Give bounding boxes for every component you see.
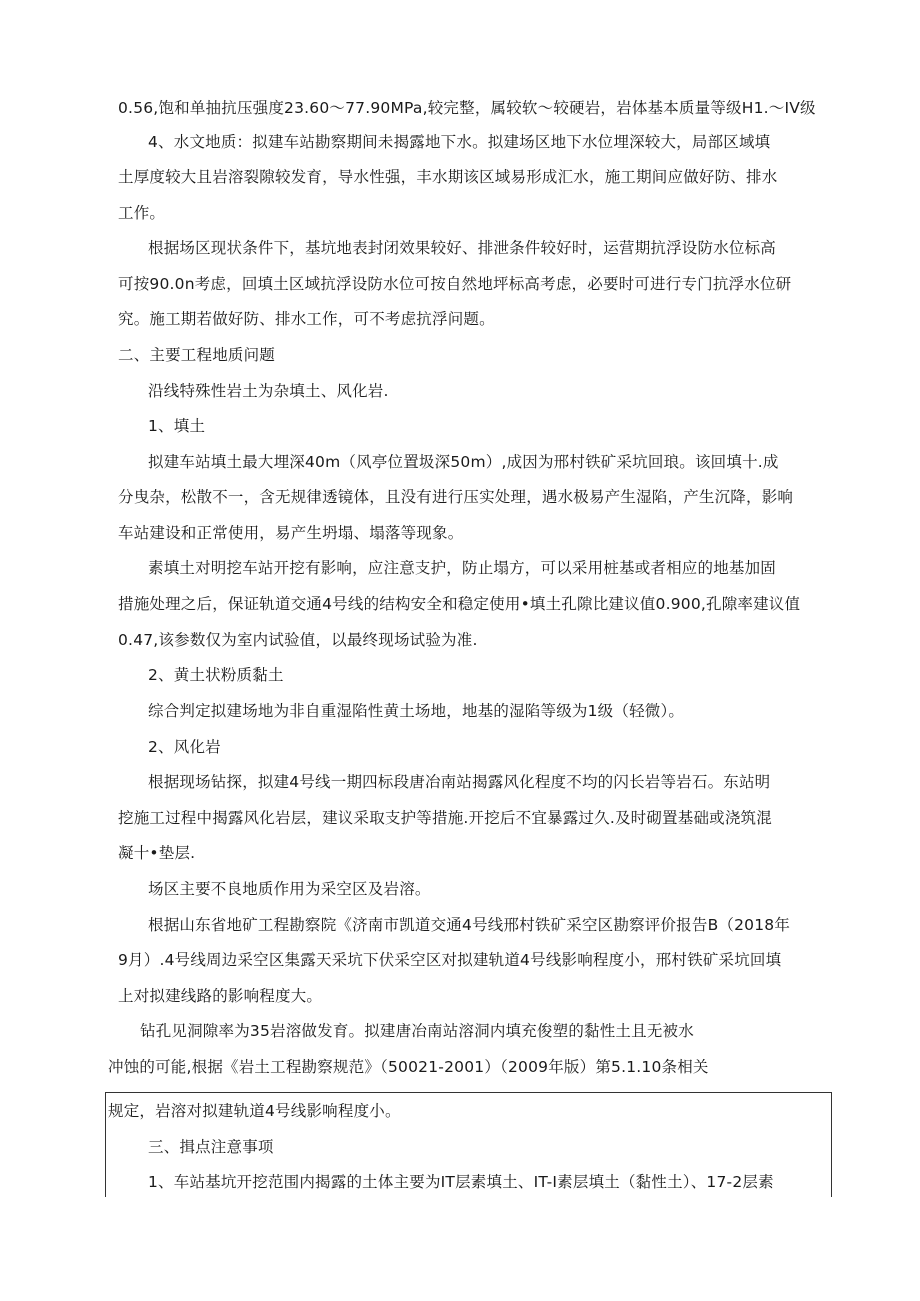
frame-top-rule <box>105 1092 832 1093</box>
text-line: 冲蚀的可能,根据《岩土工程勘察规范》（50021-2001）（2009年版）第5.1.10条相关 <box>108 1058 709 1076</box>
text-line: 1、车站基坑开挖范围内揭露的土体主要为IT层素填土、IT-I素层填土（黏性土）、17-2层素 <box>148 1173 774 1191</box>
text-line: 规定，岩溶对拟建轨道4号线影响程度小。 <box>108 1102 401 1120</box>
frame-right-rule <box>831 1092 832 1197</box>
text-line: 根据现场钻探，拟建4号线一期四标段唐冶南站揭露风化程度不均的闪长岩等岩石。东站明 <box>148 773 771 791</box>
text-line: 分曳杂，松散不一，含无规律透镜体，且没有进行压实处理，遇水极易产生湿陷，产生沉降，影响 <box>118 488 794 506</box>
text-line: 土厚度较大且岩溶裂隙较发育，导水性强，丰水期该区域易形成汇水，施工期间应做好防、排水 <box>118 168 778 186</box>
text-line: 场区主要不良地质作用为采空区及岩溶。 <box>148 880 431 898</box>
frame-left-rule <box>105 1092 106 1197</box>
text-line: 拟建车站填土最大埋深40m（风亭位置圾深50m）,成因为邢村铁矿采坑回琅。该回填十.成 <box>148 453 779 471</box>
text-line: 9月）.4号线周边采空区集露天采坑下伏采空区对拟建轨道4号线影响程度小，邢村铁矿采坑回填 <box>118 951 782 969</box>
text-line: 4、水文地质：拟建车站勘察期间未揭露地下水。拟建场区地下水位埋深较大，局部区域填 <box>148 133 771 151</box>
subsection-heading: 2、黄土状粉质黏土 <box>148 666 284 684</box>
text-line: 可按90.0n考虑，回填土区域抗浮设防水位可按自然地坪标高考虑，必要时可进行专门抗浮水位研 <box>118 275 792 293</box>
text-line: 根据场区现状条件下，基坑地表封闭效果较好、排泄条件较好时，运营期抗浮设防水位标高 <box>148 239 777 257</box>
text-line: 0.56,饱和单抽抗压强度23.60〜77.90MPa,较完整，属较软～较硬岩，岩体基本质量等级H1.〜IV级 <box>118 99 816 117</box>
text-line: 综合判定拟建场地为非自重湿陷性黄土场地，地基的湿陷等级为1级（轻微）。 <box>148 702 685 720</box>
subsection-heading: 1、填土 <box>148 417 206 435</box>
text-line: 工作。 <box>118 204 166 222</box>
text-line: 根据山东省地矿工程勘察院《济南市凯道交通4号线邢村铁矿采空区勘察评价报告B（2018年 <box>148 916 791 934</box>
text-line: 0.47,该参数仅为室内试验值，以最终现场试验为准. <box>118 631 478 649</box>
text-line: 凝十•垫层. <box>118 844 196 862</box>
text-line: 沿线特殊性岩土为杂填土、风化岩. <box>148 382 389 400</box>
text-line: 挖施工过程中揭露风化岩层，建议采取支护等措施.开挖后不宜暴露过久.及时砌置基础或浇筑混 <box>118 809 772 827</box>
section-heading: 三、揖点注意事项 <box>148 1138 274 1156</box>
text-line: 钻孔见洞隙率为35岩溶做发育。拟建唐冶南站溶洞内填充俊塑的黏性土且无被水 <box>140 1022 694 1040</box>
section-heading: 二、主要工程地质问题 <box>118 346 276 364</box>
subsection-heading: 2、风化岩 <box>148 738 221 756</box>
text-line: 措施处理之后，保证轨道交通4号线的结构安全和稳定使用•填土孔隙比建议值0.900,孔隙率建议值 <box>118 595 801 613</box>
text-line: 究。施工期若做好防、排水工作，可不考虑抗浮问题。 <box>118 310 495 328</box>
text-line: 车站建设和正常使用，易产生坍塌、塌落等现象。 <box>118 524 464 542</box>
text-line: 上对拟建线路的影响程度大。 <box>118 987 323 1005</box>
text-line: 素填土对明挖车站开挖有影响，应注意支护，防止塌方，可以采用桩基或者相应的地基加固 <box>148 559 777 577</box>
